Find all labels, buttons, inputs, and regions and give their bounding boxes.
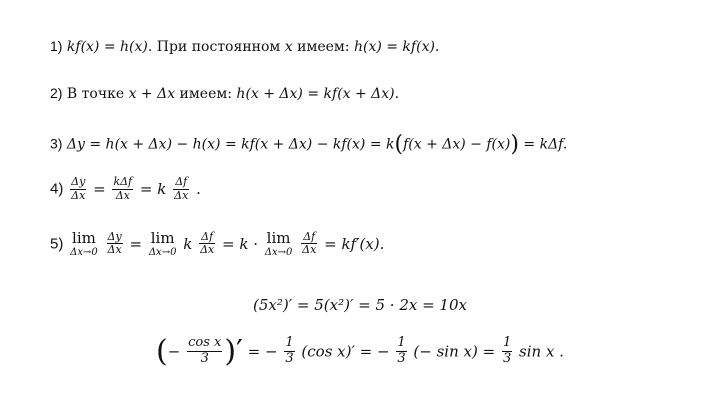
limit-2 <box>149 230 177 258</box>
k: k <box>183 234 193 253</box>
fraction-1-3-b <box>396 336 406 367</box>
denominator: 3 <box>285 351 294 366</box>
step-1-formula2: h(x) = kf(x) <box>353 39 435 55</box>
step-4 <box>50 176 201 202</box>
step-4-number: 4) <box>50 180 64 198</box>
equals-k-dot: = k · <box>222 234 258 253</box>
denominator: 3 <box>502 351 512 366</box>
step-3-rparen: ) <box>510 132 519 157</box>
equals: = <box>129 234 143 253</box>
numerator: Δf <box>199 231 215 245</box>
lim-sub: Δx→0 <box>70 246 98 258</box>
step-1-number: 1) <box>50 38 63 54</box>
fraction-df-dx <box>199 231 215 257</box>
denominator: 3 <box>200 351 209 366</box>
denominator: Δx <box>200 243 215 257</box>
step-2-end: . <box>394 86 400 102</box>
step-3-number: 3) <box>50 135 63 152</box>
step-1-formula: kf(x) = h(x) <box>66 39 148 55</box>
ex2-m1: (cos x)′ = − <box>301 342 390 361</box>
fraction-df-dx-2 <box>301 231 317 257</box>
denominator: Δx <box>115 188 130 202</box>
example-1: (5x²)′ = 5(x²)′ = 5 · 2x = 10x <box>253 296 467 314</box>
limit-3 <box>265 230 293 258</box>
ex2-m2: (− sin x) = <box>413 342 496 361</box>
step-2-number: 2) <box>50 85 63 101</box>
step-1-text2: имеем: <box>292 39 354 55</box>
step-3-inner: f(x + Δx) − f(x) <box>403 136 511 153</box>
step-2-text: В точке <box>62 86 129 102</box>
fraction-cos-3 <box>187 336 222 367</box>
step-5 <box>50 230 384 258</box>
fraction-dy-dx <box>70 176 86 202</box>
ex2-end: sin x . <box>519 342 564 361</box>
denominator: Δx <box>302 243 317 257</box>
fraction-dy-dx <box>107 231 123 257</box>
fraction-kdf-dx <box>112 176 133 202</box>
step-1-end: . <box>434 39 440 55</box>
step-1-text: . При постоянном <box>147 39 285 55</box>
step-3-result: = kΔf. <box>518 136 568 153</box>
denominator: 3 <box>397 351 406 366</box>
numerator: Δy <box>71 175 86 188</box>
numerator: Δf <box>173 176 189 190</box>
numerator: 1 <box>285 335 294 351</box>
step-1 <box>50 38 439 55</box>
step-2-formula: h(x + Δx) = kf(x + Δx) <box>236 86 395 102</box>
step-3-lparen: ( <box>394 132 404 157</box>
step-4-end: . <box>196 180 201 199</box>
numerator: 1 <box>397 335 406 351</box>
lim-label: lim <box>150 229 175 247</box>
limit-1 <box>70 230 98 258</box>
step-5-result: = kf′(x). <box>324 234 385 253</box>
ex2-minus: − <box>167 342 181 361</box>
fraction-1-3-c <box>502 336 512 367</box>
numerator: cos x <box>188 335 222 351</box>
step-5-number: 5) <box>50 235 64 253</box>
equals: = <box>93 180 106 199</box>
numerator: 1 <box>502 335 512 351</box>
ex2-eq1: = − <box>247 342 278 361</box>
ex2-rparen: )′ <box>224 334 243 369</box>
example-2 <box>0 334 720 369</box>
step-2 <box>50 85 399 102</box>
equals-k: = k <box>139 180 167 199</box>
lim-sub: Δx→0 <box>148 246 177 258</box>
numerator: Δy <box>107 229 122 243</box>
step-2-var: x + Δx <box>128 86 176 102</box>
step-1-var: x <box>284 39 293 55</box>
fraction-1-3-a <box>284 336 294 367</box>
denominator: Δx <box>71 188 86 202</box>
fraction-df-dx <box>173 176 189 202</box>
lim-label: lim <box>72 229 96 247</box>
numerator: kΔf <box>113 175 133 188</box>
step-2-text2: имеем: <box>175 86 237 102</box>
denominator: Δx <box>107 243 122 257</box>
numerator: Δf <box>301 231 317 245</box>
denominator: Δx <box>174 188 189 202</box>
step-3 <box>50 132 567 157</box>
step-3-formula: Δy = h(x + Δx) − h(x) = kf(x + Δx) − kf(x) = k <box>66 136 395 153</box>
lim-sub: Δx→0 <box>264 246 293 258</box>
ex2-lparen: ( <box>156 334 168 369</box>
lim-label: lim <box>266 229 291 247</box>
